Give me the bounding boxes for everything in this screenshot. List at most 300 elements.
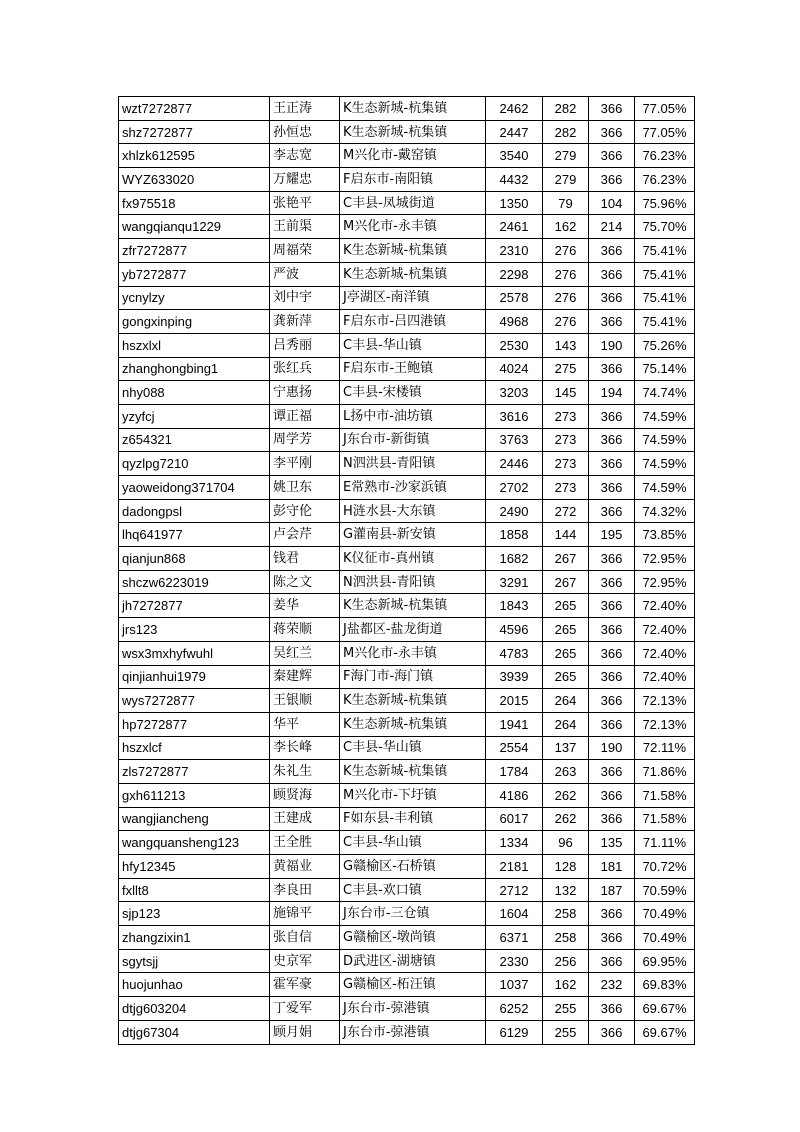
- days-total-cell: 366: [589, 689, 635, 713]
- username-cell: dtjg67304: [119, 1020, 270, 1044]
- name-cell: 陈之文: [270, 570, 340, 594]
- score-cell: 1941: [486, 712, 543, 736]
- name-cell: 张红兵: [270, 357, 340, 381]
- region-cell: F启东市-王鲍镇: [340, 357, 486, 381]
- region-cell: M兴化市-戴窑镇: [340, 144, 486, 168]
- days-active-cell: 279: [543, 144, 589, 168]
- days-total-cell: 190: [589, 333, 635, 357]
- region-cell: G赣榆区-石桥镇: [340, 855, 486, 879]
- days-total-cell: 181: [589, 855, 635, 879]
- days-active-cell: 144: [543, 523, 589, 547]
- percentage-cell: 77.05%: [635, 97, 695, 121]
- name-cell: 华平: [270, 712, 340, 736]
- days-total-cell: 366: [589, 665, 635, 689]
- days-total-cell: 190: [589, 736, 635, 760]
- days-total-cell: 366: [589, 760, 635, 784]
- username-cell: shczw6223019: [119, 570, 270, 594]
- username-cell: zhangzixin1: [119, 926, 270, 950]
- name-cell: 王银顺: [270, 689, 340, 713]
- days-active-cell: 258: [543, 902, 589, 926]
- table-row: [119, 381, 695, 405]
- percentage-cell: 71.58%: [635, 783, 695, 807]
- name-cell: 顾月娟: [270, 1020, 340, 1044]
- percentage-cell: 75.41%: [635, 262, 695, 286]
- days-active-cell: 128: [543, 855, 589, 879]
- days-active-cell: 265: [543, 641, 589, 665]
- username-cell: qinjianhui1979: [119, 665, 270, 689]
- days-total-cell: 366: [589, 404, 635, 428]
- name-cell: 李长峰: [270, 736, 340, 760]
- region-cell: K仪征市-真州镇: [340, 547, 486, 571]
- score-cell: 2461: [486, 215, 543, 239]
- username-cell: yaoweidong371704: [119, 476, 270, 500]
- score-cell: 1858: [486, 523, 543, 547]
- username-cell: gxh611213: [119, 783, 270, 807]
- table-body: [119, 97, 695, 1045]
- days-active-cell: 143: [543, 333, 589, 357]
- region-cell: F海门市-海门镇: [340, 665, 486, 689]
- score-cell: 2702: [486, 476, 543, 500]
- name-cell: 李良田: [270, 878, 340, 902]
- percentage-cell: 75.26%: [635, 333, 695, 357]
- region-cell: K生态新城-杭集镇: [340, 760, 486, 784]
- table-row: [119, 570, 695, 594]
- score-cell: 2490: [486, 499, 543, 523]
- region-cell: K生态新城-杭集镇: [340, 239, 486, 263]
- percentage-cell: 71.86%: [635, 760, 695, 784]
- region-cell: J亭湖区-南洋镇: [340, 286, 486, 310]
- name-cell: 严波: [270, 262, 340, 286]
- days-active-cell: 272: [543, 499, 589, 523]
- days-active-cell: 265: [543, 665, 589, 689]
- score-cell: 6017: [486, 807, 543, 831]
- name-cell: 霍军豪: [270, 973, 340, 997]
- username-cell: wys7272877: [119, 689, 270, 713]
- table-row: [119, 712, 695, 736]
- days-active-cell: 276: [543, 262, 589, 286]
- username-cell: z654321: [119, 428, 270, 452]
- region-cell: E常熟市-沙家浜镇: [340, 476, 486, 500]
- name-cell: 张自信: [270, 926, 340, 950]
- days-active-cell: 263: [543, 760, 589, 784]
- days-active-cell: 262: [543, 783, 589, 807]
- percentage-cell: 71.11%: [635, 831, 695, 855]
- days-active-cell: 96: [543, 831, 589, 855]
- days-active-cell: 255: [543, 997, 589, 1021]
- table-row: [119, 286, 695, 310]
- region-cell: J东台市-弶港镇: [340, 1020, 486, 1044]
- percentage-cell: 75.41%: [635, 239, 695, 263]
- region-cell: J东台市-弶港镇: [340, 997, 486, 1021]
- days-total-cell: 366: [589, 310, 635, 334]
- table-row: [119, 215, 695, 239]
- days-total-cell: 366: [589, 783, 635, 807]
- days-active-cell: 79: [543, 191, 589, 215]
- username-cell: huojunhao: [119, 973, 270, 997]
- username-cell: yb7272877: [119, 262, 270, 286]
- table-row: [119, 523, 695, 547]
- days-total-cell: 232: [589, 973, 635, 997]
- region-cell: K生态新城-杭集镇: [340, 712, 486, 736]
- name-cell: 张艳平: [270, 191, 340, 215]
- percentage-cell: 74.59%: [635, 428, 695, 452]
- name-cell: 万耀忠: [270, 168, 340, 192]
- region-cell: C丰县-华山镇: [340, 831, 486, 855]
- days-active-cell: 282: [543, 120, 589, 144]
- score-cell: 3763: [486, 428, 543, 452]
- name-cell: 姚卫东: [270, 476, 340, 500]
- percentage-cell: 69.67%: [635, 997, 695, 1021]
- name-cell: 李平刚: [270, 452, 340, 476]
- username-cell: wangjiancheng: [119, 807, 270, 831]
- percentage-cell: 72.40%: [635, 594, 695, 618]
- score-cell: 3203: [486, 381, 543, 405]
- name-cell: 卢会芹: [270, 523, 340, 547]
- percentage-cell: 72.95%: [635, 570, 695, 594]
- region-cell: D武进区-湖塘镇: [340, 949, 486, 973]
- days-active-cell: 267: [543, 547, 589, 571]
- name-cell: 吕秀丽: [270, 333, 340, 357]
- days-total-cell: 366: [589, 144, 635, 168]
- table-row: [119, 120, 695, 144]
- score-cell: 2310: [486, 239, 543, 263]
- score-cell: 1682: [486, 547, 543, 571]
- days-active-cell: 273: [543, 428, 589, 452]
- days-total-cell: 366: [589, 902, 635, 926]
- percentage-cell: 72.95%: [635, 547, 695, 571]
- percentage-cell: 72.13%: [635, 712, 695, 736]
- days-total-cell: 366: [589, 452, 635, 476]
- score-cell: 2578: [486, 286, 543, 310]
- days-active-cell: 275: [543, 357, 589, 381]
- percentage-cell: 74.32%: [635, 499, 695, 523]
- days-total-cell: 104: [589, 191, 635, 215]
- region-cell: J盐都区-盐龙街道: [340, 618, 486, 642]
- score-cell: 6129: [486, 1020, 543, 1044]
- name-cell: 王全胜: [270, 831, 340, 855]
- table-row: [119, 547, 695, 571]
- days-total-cell: 366: [589, 428, 635, 452]
- days-active-cell: 273: [543, 404, 589, 428]
- username-cell: fxllt8: [119, 878, 270, 902]
- percentage-cell: 70.49%: [635, 902, 695, 926]
- days-active-cell: 265: [543, 594, 589, 618]
- table-row: [119, 641, 695, 665]
- days-total-cell: 366: [589, 239, 635, 263]
- score-cell: 6371: [486, 926, 543, 950]
- table-row: [119, 926, 695, 950]
- score-cell: 1843: [486, 594, 543, 618]
- table-row: [119, 997, 695, 1021]
- username-cell: WYZ633020: [119, 168, 270, 192]
- table-row: [119, 310, 695, 334]
- username-cell: qianjun868: [119, 547, 270, 571]
- username-cell: fx975518: [119, 191, 270, 215]
- days-total-cell: 366: [589, 547, 635, 571]
- percentage-cell: 72.13%: [635, 689, 695, 713]
- region-cell: K生态新城-杭集镇: [340, 689, 486, 713]
- percentage-cell: 75.41%: [635, 286, 695, 310]
- region-cell: N泗洪县-青阳镇: [340, 570, 486, 594]
- table-row: [119, 499, 695, 523]
- name-cell: 宁惠扬: [270, 381, 340, 405]
- region-cell: H涟水县-大东镇: [340, 499, 486, 523]
- days-total-cell: 366: [589, 807, 635, 831]
- table-row: [119, 760, 695, 784]
- score-cell: 1784: [486, 760, 543, 784]
- days-active-cell: 145: [543, 381, 589, 405]
- table-row: [119, 807, 695, 831]
- region-cell: L扬中市-油坊镇: [340, 404, 486, 428]
- table-row: [119, 333, 695, 357]
- username-cell: wangquansheng123: [119, 831, 270, 855]
- name-cell: 施锦平: [270, 902, 340, 926]
- days-active-cell: 264: [543, 689, 589, 713]
- score-cell: 2015: [486, 689, 543, 713]
- percentage-cell: 69.67%: [635, 1020, 695, 1044]
- days-active-cell: 255: [543, 1020, 589, 1044]
- percentage-cell: 75.14%: [635, 357, 695, 381]
- days-active-cell: 282: [543, 97, 589, 121]
- percentage-cell: 75.96%: [635, 191, 695, 215]
- region-cell: C丰县-宋楼镇: [340, 381, 486, 405]
- name-cell: 秦建辉: [270, 665, 340, 689]
- username-cell: ycnylzy: [119, 286, 270, 310]
- username-cell: sjp123: [119, 902, 270, 926]
- percentage-cell: 74.59%: [635, 404, 695, 428]
- percentage-cell: 75.70%: [635, 215, 695, 239]
- score-cell: 1350: [486, 191, 543, 215]
- days-total-cell: 366: [589, 286, 635, 310]
- table-row: [119, 855, 695, 879]
- table-row: [119, 878, 695, 902]
- score-cell: 4186: [486, 783, 543, 807]
- username-cell: wzt7272877: [119, 97, 270, 121]
- percentage-cell: 69.83%: [635, 973, 695, 997]
- days-total-cell: 366: [589, 120, 635, 144]
- score-cell: 3939: [486, 665, 543, 689]
- days-active-cell: 258: [543, 926, 589, 950]
- days-total-cell: 366: [589, 1020, 635, 1044]
- table-row: [119, 689, 695, 713]
- name-cell: 钱君: [270, 547, 340, 571]
- days-total-cell: 366: [589, 262, 635, 286]
- days-total-cell: 366: [589, 949, 635, 973]
- username-cell: yzyfcj: [119, 404, 270, 428]
- score-cell: 2462: [486, 97, 543, 121]
- days-total-cell: 366: [589, 476, 635, 500]
- name-cell: 王正涛: [270, 97, 340, 121]
- region-cell: K生态新城-杭集镇: [340, 262, 486, 286]
- percentage-cell: 74.59%: [635, 452, 695, 476]
- days-active-cell: 256: [543, 949, 589, 973]
- region-cell: J东台市-新街镇: [340, 428, 486, 452]
- days-active-cell: 276: [543, 286, 589, 310]
- region-cell: F如东县-丰利镇: [340, 807, 486, 831]
- percentage-cell: 74.74%: [635, 381, 695, 405]
- score-cell: 6252: [486, 997, 543, 1021]
- score-cell: 4432: [486, 168, 543, 192]
- name-cell: 吴红兰: [270, 641, 340, 665]
- table-row: [119, 97, 695, 121]
- username-cell: zfr7272877: [119, 239, 270, 263]
- username-cell: hszxlxl: [119, 333, 270, 357]
- percentage-cell: 76.23%: [635, 144, 695, 168]
- days-total-cell: 366: [589, 97, 635, 121]
- percentage-cell: 72.40%: [635, 618, 695, 642]
- days-active-cell: 273: [543, 476, 589, 500]
- name-cell: 龚新萍: [270, 310, 340, 334]
- table-row: [119, 618, 695, 642]
- days-total-cell: 366: [589, 926, 635, 950]
- region-cell: J东台市-三仓镇: [340, 902, 486, 926]
- name-cell: 王建成: [270, 807, 340, 831]
- percentage-cell: 70.72%: [635, 855, 695, 879]
- table-row: [119, 262, 695, 286]
- region-cell: M兴化市-永丰镇: [340, 215, 486, 239]
- percentage-cell: 77.05%: [635, 120, 695, 144]
- table-row: [119, 949, 695, 973]
- percentage-cell: 71.58%: [635, 807, 695, 831]
- username-cell: jrs123: [119, 618, 270, 642]
- percentage-cell: 75.41%: [635, 310, 695, 334]
- score-cell: 1604: [486, 902, 543, 926]
- name-cell: 李志宽: [270, 144, 340, 168]
- table-row: [119, 476, 695, 500]
- percentage-cell: 69.95%: [635, 949, 695, 973]
- table-row: [119, 831, 695, 855]
- percentage-cell: 74.59%: [635, 476, 695, 500]
- days-total-cell: 187: [589, 878, 635, 902]
- table-row: [119, 594, 695, 618]
- username-cell: hp7272877: [119, 712, 270, 736]
- percentage-cell: 72.40%: [635, 665, 695, 689]
- region-cell: K生态新城-杭集镇: [340, 120, 486, 144]
- region-cell: F启东市-吕四港镇: [340, 310, 486, 334]
- username-cell: gongxinping: [119, 310, 270, 334]
- table-row: [119, 1020, 695, 1044]
- region-cell: G赣榆区-墩尚镇: [340, 926, 486, 950]
- percentage-cell: 72.11%: [635, 736, 695, 760]
- table-row: [119, 783, 695, 807]
- score-cell: 4783: [486, 641, 543, 665]
- username-cell: dadongpsl: [119, 499, 270, 523]
- region-cell: C丰县-凤城街道: [340, 191, 486, 215]
- days-active-cell: 267: [543, 570, 589, 594]
- days-active-cell: 276: [543, 310, 589, 334]
- username-cell: shz7272877: [119, 120, 270, 144]
- region-cell: G灌南县-新安镇: [340, 523, 486, 547]
- days-active-cell: 162: [543, 973, 589, 997]
- region-cell: F启东市-南阳镇: [340, 168, 486, 192]
- name-cell: 谭正福: [270, 404, 340, 428]
- region-cell: K生态新城-杭集镇: [340, 97, 486, 121]
- score-cell: 3540: [486, 144, 543, 168]
- region-cell: C丰县-欢口镇: [340, 878, 486, 902]
- days-total-cell: 366: [589, 594, 635, 618]
- score-cell: 3616: [486, 404, 543, 428]
- percentage-cell: 73.85%: [635, 523, 695, 547]
- table-row: [119, 144, 695, 168]
- table-row: [119, 973, 695, 997]
- score-cell: 4024: [486, 357, 543, 381]
- username-cell: wangqianqu1229: [119, 215, 270, 239]
- days-active-cell: 137: [543, 736, 589, 760]
- percentage-cell: 72.40%: [635, 641, 695, 665]
- days-total-cell: 214: [589, 215, 635, 239]
- username-cell: lhq641977: [119, 523, 270, 547]
- days-total-cell: 366: [589, 357, 635, 381]
- score-cell: 2330: [486, 949, 543, 973]
- username-cell: nhy088: [119, 381, 270, 405]
- score-cell: 4596: [486, 618, 543, 642]
- table-row: [119, 452, 695, 476]
- name-cell: 周福荣: [270, 239, 340, 263]
- region-cell: N泗洪县-青阳镇: [340, 452, 486, 476]
- score-cell: 2447: [486, 120, 543, 144]
- name-cell: 顾贤海: [270, 783, 340, 807]
- region-cell: G赣榆区-柘汪镇: [340, 973, 486, 997]
- region-cell: K生态新城-杭集镇: [340, 594, 486, 618]
- days-active-cell: 276: [543, 239, 589, 263]
- days-total-cell: 195: [589, 523, 635, 547]
- days-active-cell: 264: [543, 712, 589, 736]
- username-cell: xhlzk612595: [119, 144, 270, 168]
- name-cell: 彭守伦: [270, 499, 340, 523]
- username-cell: zhanghongbing1: [119, 357, 270, 381]
- days-total-cell: 366: [589, 168, 635, 192]
- name-cell: 丁爱军: [270, 997, 340, 1021]
- name-cell: 孙恒忠: [270, 120, 340, 144]
- region-cell: C丰县-华山镇: [340, 333, 486, 357]
- score-cell: 1037: [486, 973, 543, 997]
- score-cell: 2181: [486, 855, 543, 879]
- days-total-cell: 366: [589, 499, 635, 523]
- name-cell: 姜华: [270, 594, 340, 618]
- days-active-cell: 262: [543, 807, 589, 831]
- table-row: [119, 665, 695, 689]
- score-cell: 3291: [486, 570, 543, 594]
- name-cell: 刘中宇: [270, 286, 340, 310]
- username-cell: sgytsjj: [119, 949, 270, 973]
- region-cell: M兴化市-下圩镇: [340, 783, 486, 807]
- username-cell: hfy12345: [119, 855, 270, 879]
- days-total-cell: 135: [589, 831, 635, 855]
- username-cell: qyzlpg7210: [119, 452, 270, 476]
- score-cell: 2530: [486, 333, 543, 357]
- score-cell: 1334: [486, 831, 543, 855]
- table-row: [119, 404, 695, 428]
- name-cell: 王前渠: [270, 215, 340, 239]
- days-total-cell: 366: [589, 570, 635, 594]
- days-active-cell: 273: [543, 452, 589, 476]
- table-row: [119, 736, 695, 760]
- days-active-cell: 265: [543, 618, 589, 642]
- days-total-cell: 366: [589, 641, 635, 665]
- days-active-cell: 162: [543, 215, 589, 239]
- username-cell: wsx3mxhyfwuhl: [119, 641, 270, 665]
- score-cell: 2554: [486, 736, 543, 760]
- username-cell: jh7272877: [119, 594, 270, 618]
- table-row: [119, 239, 695, 263]
- score-cell: 2446: [486, 452, 543, 476]
- score-cell: 2298: [486, 262, 543, 286]
- name-cell: 黄福业: [270, 855, 340, 879]
- days-total-cell: 366: [589, 618, 635, 642]
- days-active-cell: 279: [543, 168, 589, 192]
- percentage-cell: 70.59%: [635, 878, 695, 902]
- score-cell: 4968: [486, 310, 543, 334]
